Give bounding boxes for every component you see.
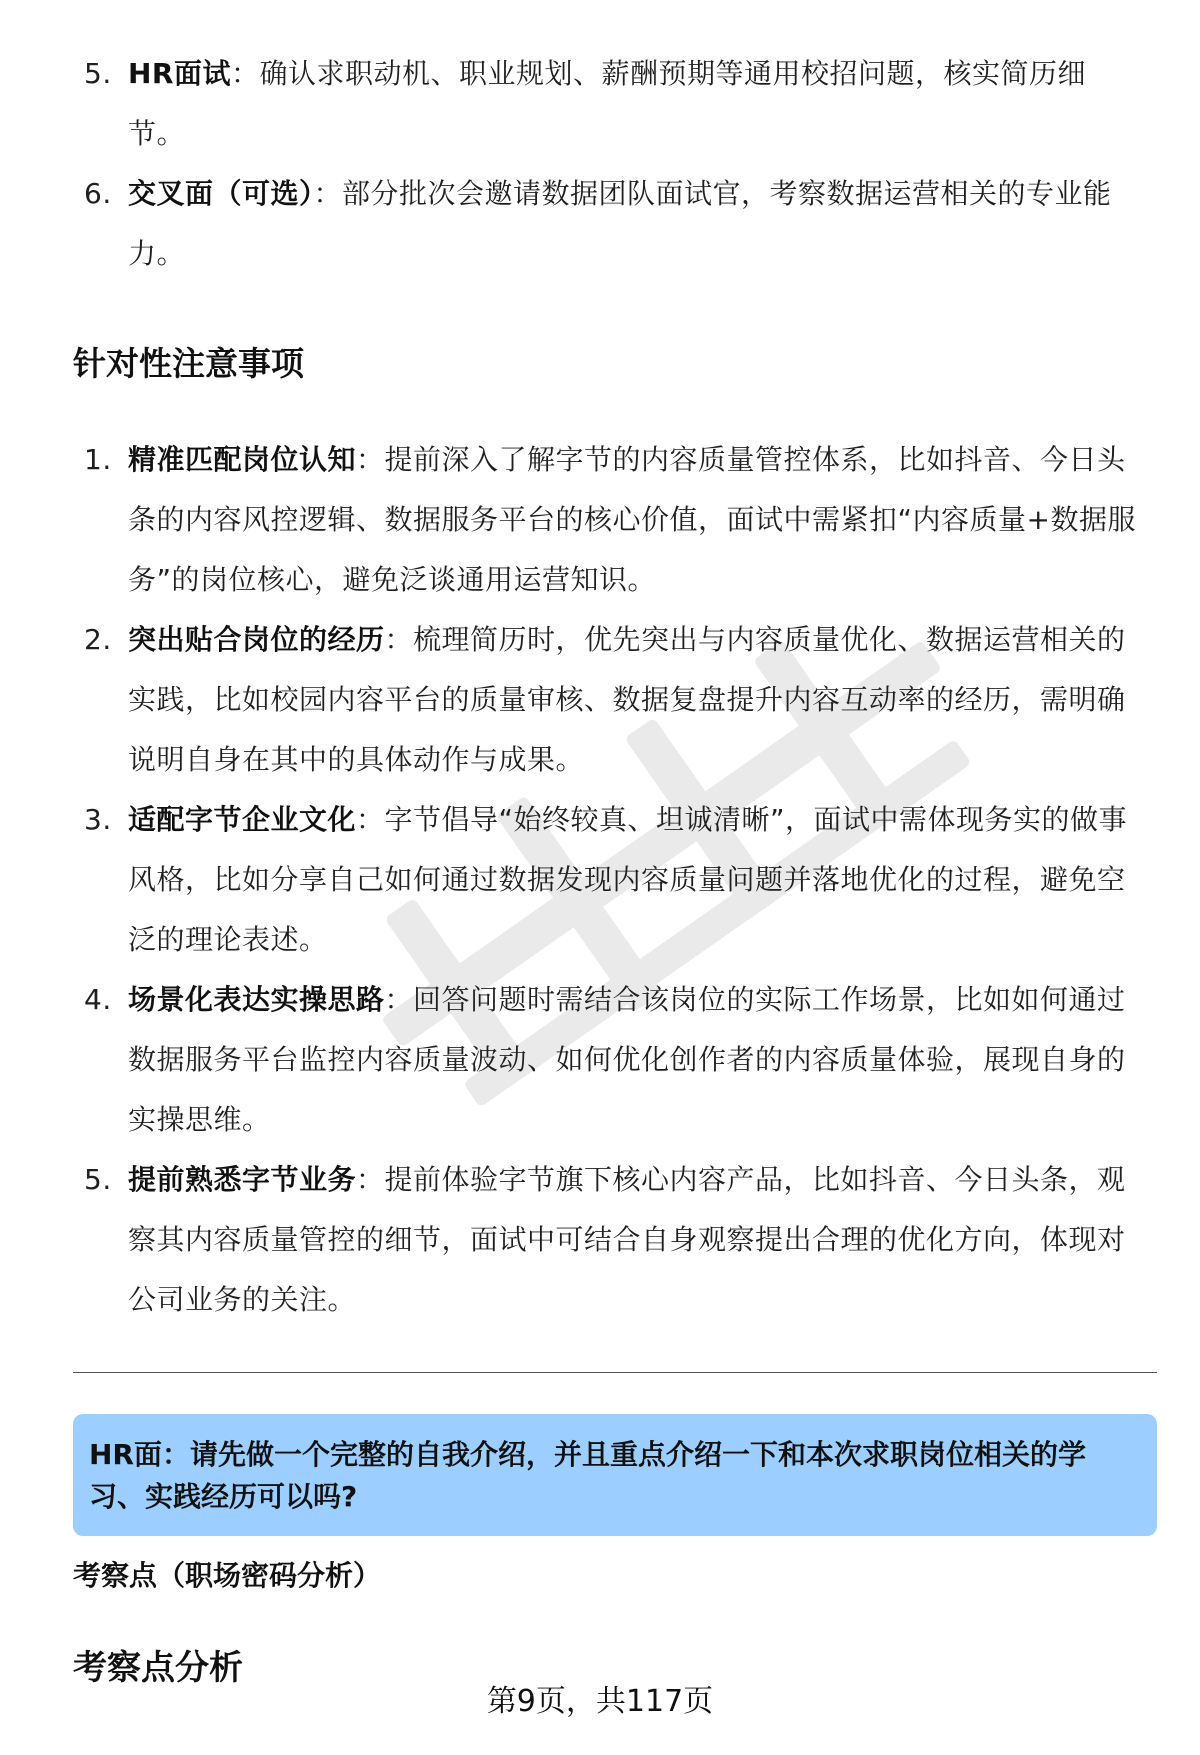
list-number: 3.: [84, 803, 112, 836]
list-item-title: 精准匹配岗位认知: [128, 443, 357, 476]
list-number: 5.: [84, 1163, 112, 1196]
list-number: 1.: [84, 443, 112, 476]
top-list: [0, 44, 1200, 284]
list-number: 5.: [84, 57, 112, 90]
list-number: 4.: [84, 983, 112, 1016]
list-item-text: 提前深入了解字节的内容质量管控体系，比如抖音、今日头条的内容风控逻辑、数据服务平台的核心价值，面试中需紧扣“内容质量+数据服务”的岗位核心，避免泛谈通用运营知识。: [128, 443, 1136, 596]
list-item-title: HR面试: [128, 57, 231, 90]
list-item-separator: ：: [356, 1163, 385, 1196]
list-number: 6.: [84, 177, 112, 210]
list-item: [0, 790, 1200, 970]
list-item: [0, 970, 1200, 1150]
list-item-separator: ：: [231, 57, 260, 90]
section-divider: [73, 1372, 1157, 1373]
list-item-separator: ：: [384, 623, 414, 656]
list-item-title: 提前熟悉字节业务: [128, 1163, 357, 1196]
list-item-text: 提前体验字节旗下核心内容产品，比如抖音、今日头条，观察其内容质量管控的细节，面试中可结合自身观察提出合理的优化方向，体现对公司业务的关注。: [128, 1163, 1126, 1316]
list-item-text: 确认求职动机、职业规划、薪酬预期等通用校招问题，核实简历细节。: [128, 57, 1087, 150]
list-number: 2.: [84, 623, 112, 656]
list-item-separator: ：: [313, 177, 343, 210]
list-item-title: 交叉面（可选）: [128, 177, 314, 210]
list-item-text: 回答问题时需结合该岗位的实际工作场景，比如如何通过数据服务平台监控内容质量波动、如何优化创作者的内容质量体验，展现自身的实操思维。: [128, 983, 1126, 1136]
analysis-heading: 考察点分析: [73, 1648, 243, 1688]
question-text: HR面：请先做一个完整的自我介绍，并且重点介绍一下和本次求职岗位相关的学习、实践经历可以吗?: [89, 1438, 1086, 1513]
list-item-text: 部分批次会邀请数据团队面试官，考察数据运营相关的专业能力。: [128, 177, 1112, 270]
list-item-text: 梳理简历时，优先突出与内容质量优化、数据运营相关的实践，比如校园内容平台的质量审核、数据复盘提升内容互动率的经历，需明确说明自身在其中的具体动作与成果。: [128, 623, 1126, 776]
list-item: [0, 1150, 1200, 1330]
question-callout: [73, 1414, 1157, 1536]
list-item-title: 场景化表达实操思路: [128, 983, 385, 1016]
list-item-title: 突出贴合岗位的经历: [128, 623, 385, 656]
list-item: [0, 430, 1200, 610]
notes-list: [0, 430, 1200, 1330]
list-item-text: 字节倡导“始终较真、坦诚清晰”，面试中需体现务实的做事风格，比如分享自己如何通过数据发现内容质量问题并落地优化的过程，避免空泛的理论表述。: [128, 803, 1128, 956]
list-item-separator: ：: [356, 443, 385, 476]
list-item: [0, 610, 1200, 790]
list-item-separator: ：: [356, 803, 385, 836]
sub-heading: 考察点（职场密码分析）: [73, 1559, 382, 1592]
list-item: [0, 44, 1200, 164]
list-item-title: 适配字节企业文化: [128, 803, 357, 836]
list-item: [0, 164, 1200, 284]
page-number-label: 第9页，共117页: [486, 1684, 714, 1719]
section-heading: 针对性注意事项: [73, 344, 304, 383]
list-item-separator: ：: [384, 983, 414, 1016]
page-footer: [0, 1676, 1200, 1720]
